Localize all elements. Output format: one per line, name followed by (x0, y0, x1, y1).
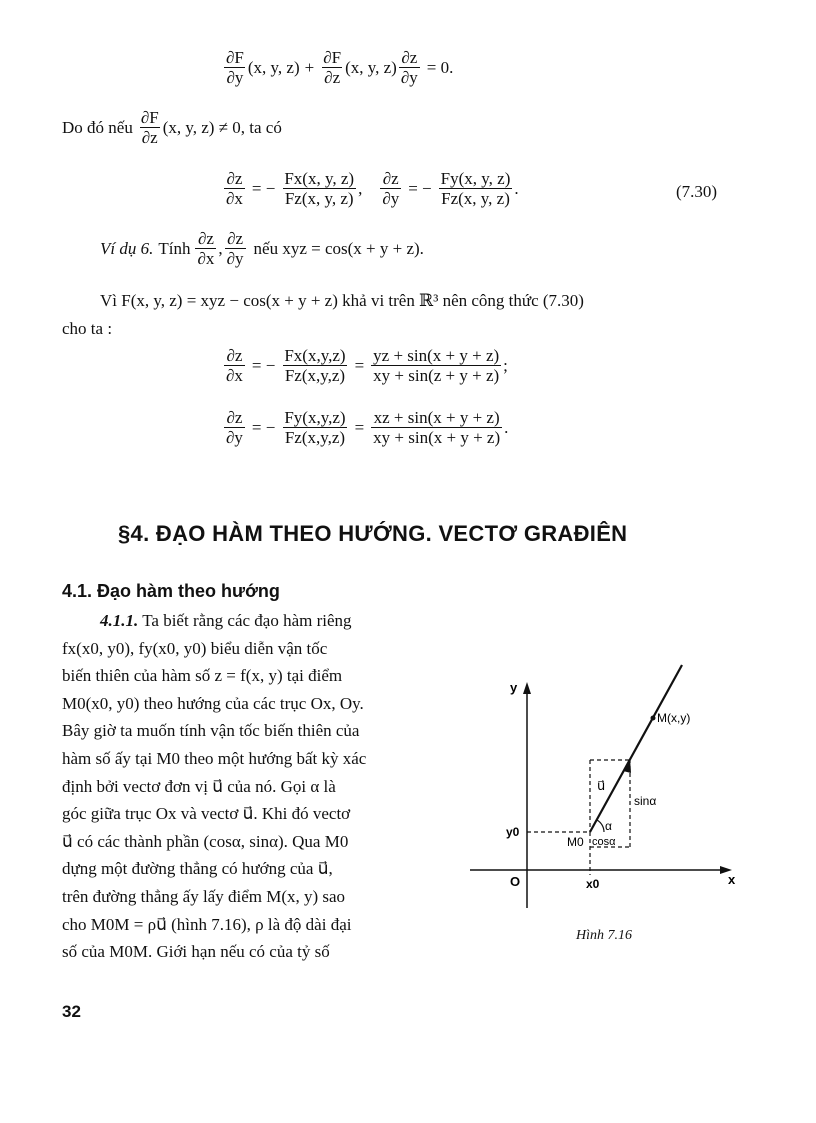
equation-7-30: $\frac{\partial z}{\partial x}$ = − $\frac{Fx(x, y, z)}{Fz(x, y, z)}$ , $\frac{\partial z}{\partial y}$ = − $\frac{Fy(x, y, z)}{Fz(x, y, z)}$ . (226, 169, 519, 208)
body-line-first: 4.1.1. Ta biết rằng các đạo hàm riêng (100, 611, 352, 630)
fraction: $\frac{\partial z}{\partial x}$ (226, 169, 243, 208)
x-axis-label: x (728, 872, 736, 887)
body-line: biến thiên của hàm số z = f(x, y) tại điểm (62, 666, 343, 686)
body-line: hàm số ấy tại M0 theo một hướng bất kỳ xác (62, 748, 367, 768)
fraction: $\frac{Fy(x, y, z)}{Fz(x, y, z)}$ (440, 169, 511, 208)
y0-label: y0 (506, 825, 520, 839)
body-line: định bởi vectơ đơn vị u⃗ của nó. Gọi α là (62, 776, 336, 796)
page-number: 32 (62, 1002, 81, 1021)
y-axis-arrow (523, 682, 531, 694)
fraction: $\frac{\partial z}{\partial x}$ (226, 346, 243, 385)
fraction: $\frac{\partial z}{\partial x}$ (197, 229, 215, 268)
equation-dz-dx: $\frac{\partial z}{\partial x}$ = − $\frac{Fx(x,y,z)}{Fz(x,y,z)}$ = $\frac{yz + \sin(x + y + z)}{xy + \sin(z + y + z)}$ ; (226, 346, 508, 385)
body-line: u⃗ có các thành phần (cosα, sinα). Qua M0 (62, 831, 349, 851)
fraction: $\frac{\partial F}{\partial z}$ (140, 108, 159, 147)
body-line: dựng một đường thẳng có hướng của u⃗, (62, 859, 333, 879)
fraction: $\frac{\partial z}{\partial y}$ (226, 408, 243, 447)
sin-label: sinα (634, 794, 657, 808)
fraction: $\frac{Fx(x,y,z)}{Fz(x,y,z)}$ (284, 346, 346, 385)
point-m-label: M(x,y) (657, 711, 691, 725)
fraction: $\frac{\partial z}{\partial y}$ (382, 169, 400, 208)
paragraph-line: Vì F(x, y, z) = xyz − cos(x + y + z) khả vi trên ℝ³ nên công thức (7.30) (100, 291, 584, 310)
point-m (651, 716, 656, 721)
equation-number: (7.30) (676, 182, 718, 201)
body-line: cho M0M = ρu⃗ (hình 7.16), ρ là độ dài đại (62, 914, 352, 934)
body-line: góc giữa trục Ox và vectơ u⃗. Khi đó vectơ (62, 804, 351, 824)
example-6-line: Ví dụ 6. Tính $\frac{\partial z}{\partial x}$ , $\frac{\partial z}{\partial y}$ nếu xyz = cos(x + y + z). (100, 229, 424, 268)
alpha-label: α (605, 819, 612, 833)
body-line: trên đường thẳng ấy lấy điểm M(x, y) sao (62, 886, 346, 906)
fraction: $\frac{Fy(x,y,z)}{Fz(x,y,z)}$ (284, 408, 346, 447)
equation-dz-dy: $\frac{\partial z}{\partial y}$ = − $\frac{Fy(x,y,z)}{Fz(x,y,z)}$ = $\frac{xz + \sin(x + y + z)}{xy + \sin(x + y + z)}$ . (226, 408, 509, 447)
body-text (62, 607, 457, 966)
body-line: số của M0M. Giới hạn nếu có của tỷ số (62, 942, 330, 962)
figure-caption: Hình 7.16 (576, 928, 632, 943)
paragraph-line: cho ta : (62, 319, 113, 338)
figure-7-16 (470, 650, 770, 910)
body-line: Bây giờ ta muốn tính vận tốc biến thiên của (62, 721, 360, 741)
body-line: fx(x0, y0), fy(x0, y0) biểu diễn vận tốc (62, 638, 328, 658)
fraction: $\frac{Fx(x, y, z)}{Fz(x, y, z)}$ (284, 169, 355, 208)
condition-line: Do đó nếu $\frac{\partial F}{\partial z}$ (x, y, z) ≠ 0, ta có (62, 108, 282, 147)
body-line: M0(x0, y0) theo hướng của các trục Ox, Oy. (62, 693, 364, 713)
fraction: $\frac{\partial F}{\partial z}$ (323, 48, 342, 87)
subsection-heading: 4.1. Đạo hàm theo hướng (62, 581, 280, 601)
fraction: $\frac{\partial F}{\partial y}$ (226, 48, 244, 87)
fraction: $\frac{yz + \sin(x + y + z)}{xy + \sin(z + y + z)}$ (373, 346, 500, 385)
y-axis-label: y (510, 680, 518, 695)
equation-implicit-derivative: $\frac{\partial F}{\partial y}$ (x, y, z) + $\frac{\partial F}{\partial z}$ (x, y, z) $\frac{\partial z}{\partial y}$ = 0. (226, 48, 454, 87)
x0-label: x0 (586, 877, 600, 891)
fraction: $\frac{\partial z}{\partial y}$ (400, 48, 418, 87)
vector-u-label: u⃗ (597, 778, 606, 793)
origin-label: O (510, 874, 521, 889)
cos-label: cosα (592, 836, 616, 848)
fraction: $\frac{xz + \sin(x + y + z)}{xy + \sin(x + y + z)}$ (373, 408, 501, 447)
point-m0-label: M0 (567, 835, 584, 849)
fraction: $\frac{\partial z}{\partial y}$ (226, 229, 244, 268)
section-heading: §4. ĐẠO HÀM THEO HƯỚNG. VECTƠ GRAĐIÊN (118, 521, 628, 546)
angle-arc (597, 820, 604, 832)
